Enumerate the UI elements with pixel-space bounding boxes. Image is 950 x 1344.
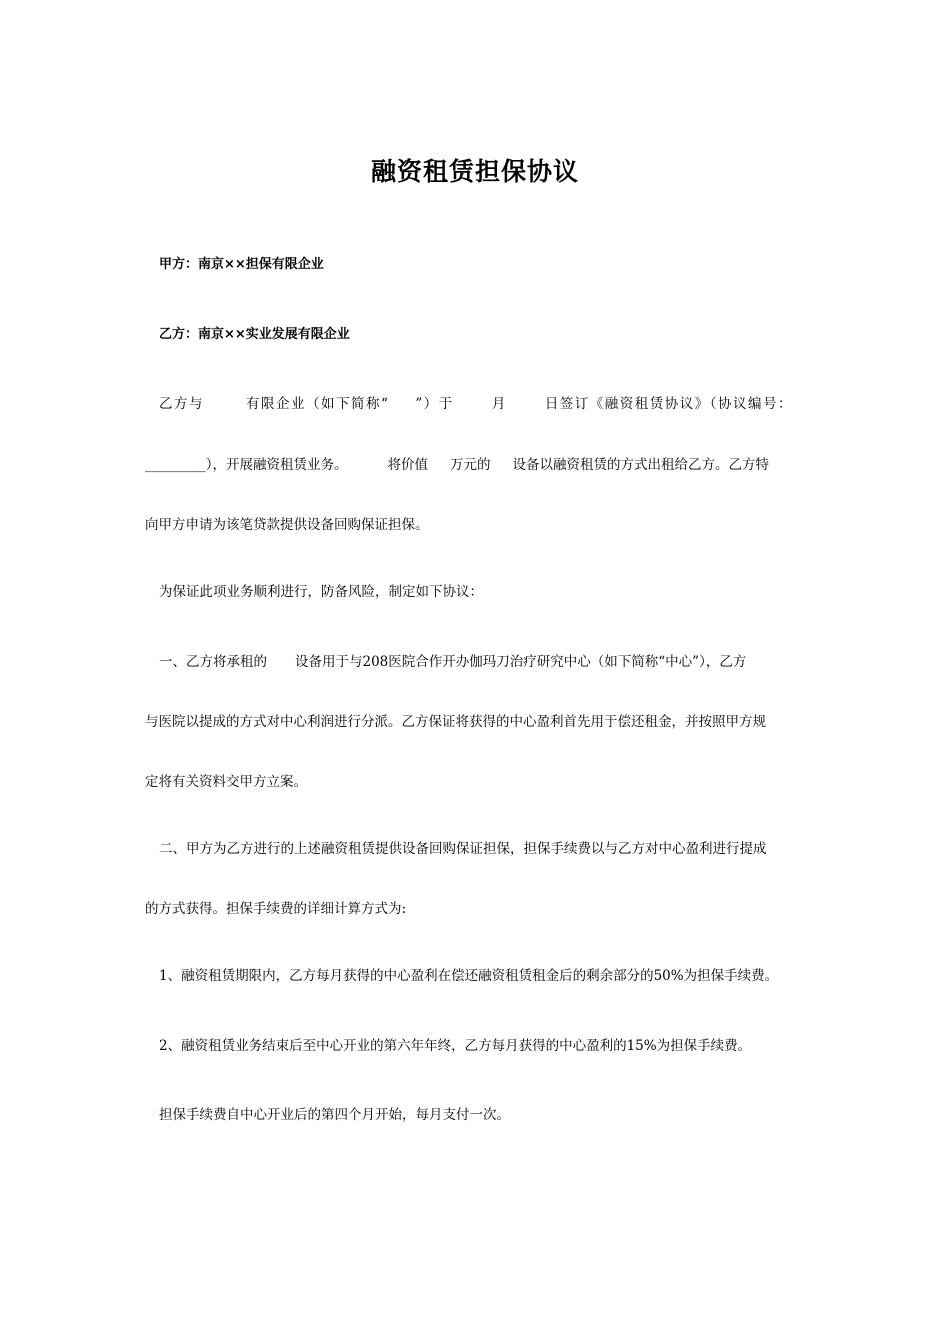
para1-line3: 向甲方申请为该笔贷款提供设备回购保证担保。 — [145, 517, 429, 533]
para1-seg: _________），开展融资租赁业务。 — [145, 457, 348, 473]
clause1-seg: 设备用于与208医院合作开办伽玛刀治疗研究中心（如下简称“中心”），乙方 — [295, 654, 747, 670]
item2: 2、融资租赁业务结束后至中心开业的第六年年终，乙方每月获得的中心盈利的15%为担保手续费。 — [159, 1038, 752, 1054]
para3: 担保手续费自中心开业后的第四个月开始，每月支付一次。 — [159, 1107, 510, 1123]
item1: 1、融资租赁期限内，乙方每月获得的中心盈利在偿还融资租赁租金后的剩余部分的50%为担保手续费。 — [159, 968, 779, 984]
para1-seg: 月 — [491, 396, 507, 412]
para1-line2 — [145, 456, 769, 474]
para1-seg: 乙方与 — [159, 396, 204, 412]
party-a-name: 南京××担保有限企业 — [198, 257, 324, 272]
clause1-seg: 一、乙方将承租的 — [159, 654, 267, 670]
clause2-line2: 的方式获得。担保手续费的详细计算方式为: — [145, 901, 407, 917]
para1-line1 — [159, 395, 793, 413]
clause1-line1 — [159, 653, 746, 671]
party-a-label: 甲方： — [159, 257, 199, 272]
clause1-line3: 定将有关资料交甲方立案。 — [145, 774, 307, 790]
para1-seg: 将价值 — [387, 457, 428, 473]
party-b-line: 乙方：南京××实业发展有限企业 — [159, 327, 350, 342]
para1-seg: 日签订《融资租赁协议》（协议编号： — [544, 396, 794, 412]
clause2-line1: 二、甲方为乙方进行的上述融资租赁提供设备回购保证担保，担保手续费以与乙方对中心盈利进行提成 — [159, 841, 767, 857]
para1-seg: 有限企业（如下简称“ — [246, 396, 390, 412]
para1-seg: 设备以融资租赁的方式出租给乙方。乙方特 — [512, 457, 769, 473]
document-title: 融资租赁担保协议 — [370, 157, 579, 186]
party-a-line — [159, 256, 324, 274]
clause1-line2: 与医院以提成的方式对中心利润进行分派。乙方保证将获得的中心盈利首先用于偿还租金，并按照甲方规 — [145, 714, 766, 730]
para1-seg: 万元的 — [450, 457, 491, 473]
para1-seg: ”）于 — [415, 396, 454, 412]
para2: 为保证此项业务顺利进行，防备风险，制定如下协议： — [159, 584, 483, 600]
